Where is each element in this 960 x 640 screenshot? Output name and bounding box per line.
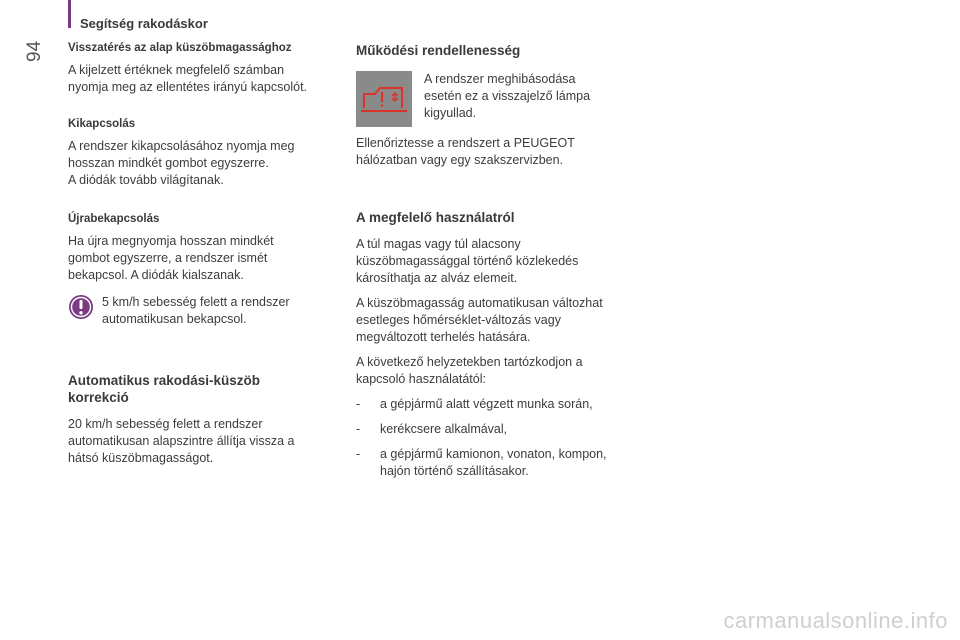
- fault-lamp-text: A rendszer meghibásodása esetén ez a visszajelző lámpa kigyullad.: [424, 72, 591, 120]
- list-item: - a gépjármű alatt végzett munka során,: [356, 397, 593, 411]
- fault-text: Ellenőriztesse a rendszert a PEUGEOT hálózatban vagy egy szakszervizben.: [356, 136, 575, 167]
- fault-lamp: [356, 71, 632, 127]
- vehicle-suspension-warning-icon: [356, 71, 412, 127]
- return-text: A kijelzett értéknek megfelelő számban nyomja meg az ellentétes irányú kapcsolót.: [68, 63, 308, 94]
- usage-p3: A következő helyzetekben tartózkodjon a kapcsoló használatától:: [356, 355, 583, 386]
- list-item: - kerékcsere alkalmával,: [356, 422, 508, 436]
- off-text: A rendszer kikapcsolásához nyomja meg hosszan mindkét gombot egyszerre. A diódák tovább világítanak.: [68, 139, 295, 187]
- off-title: Kikapcsolás: [68, 118, 136, 130]
- right-column: [356, 42, 632, 488]
- section-header: Segítség rakodáskor: [80, 16, 208, 31]
- page-number: 94: [24, 40, 45, 62]
- on-text: Ha újra megnyomja hosszan mindkét gombot egyszerre, a rendszer ismét bekapcsol. A diódák kialszanak.: [68, 234, 274, 282]
- exclamation-circle-icon: [68, 294, 94, 325]
- auto-text: 20 km/h sebesség felett a rendszer automatikusan alapszintre állítja vissza a hátsó küszöbmagasságot.: [68, 417, 295, 465]
- on-title: Újrabekapcsolás: [68, 213, 160, 225]
- usage-title: A megfelelő használatról: [356, 210, 515, 225]
- note: [68, 294, 338, 328]
- accent-bar: [68, 0, 71, 28]
- watermark: carmanualsonline.info: [723, 608, 948, 633]
- left-column: [68, 42, 338, 475]
- fault-title: Működési rendellenesség: [356, 43, 521, 58]
- usage-p2: A küszöbmagasság automatikusan változhat esetleges hőmérséklet-változás vagy megváltozott terhelés hatására.: [356, 296, 603, 344]
- list-item: - a gépjármű kamionon, vonaton, kompon, hajón történő szállításakor.: [356, 447, 607, 478]
- usage-p1: A túl magas vagy túl alacsony küszöbmagassággal történő közlekedés károsíthatja az alváz elemeit.: [356, 237, 579, 285]
- auto-title: Automatikus rakodási-küszöb korrekció: [68, 373, 261, 405]
- note-text: 5 km/h sebesség felett a rendszer automatikusan bekapcsol.: [102, 295, 290, 326]
- return-title: Visszatérés az alap küszöbmagassághoz: [68, 42, 292, 54]
